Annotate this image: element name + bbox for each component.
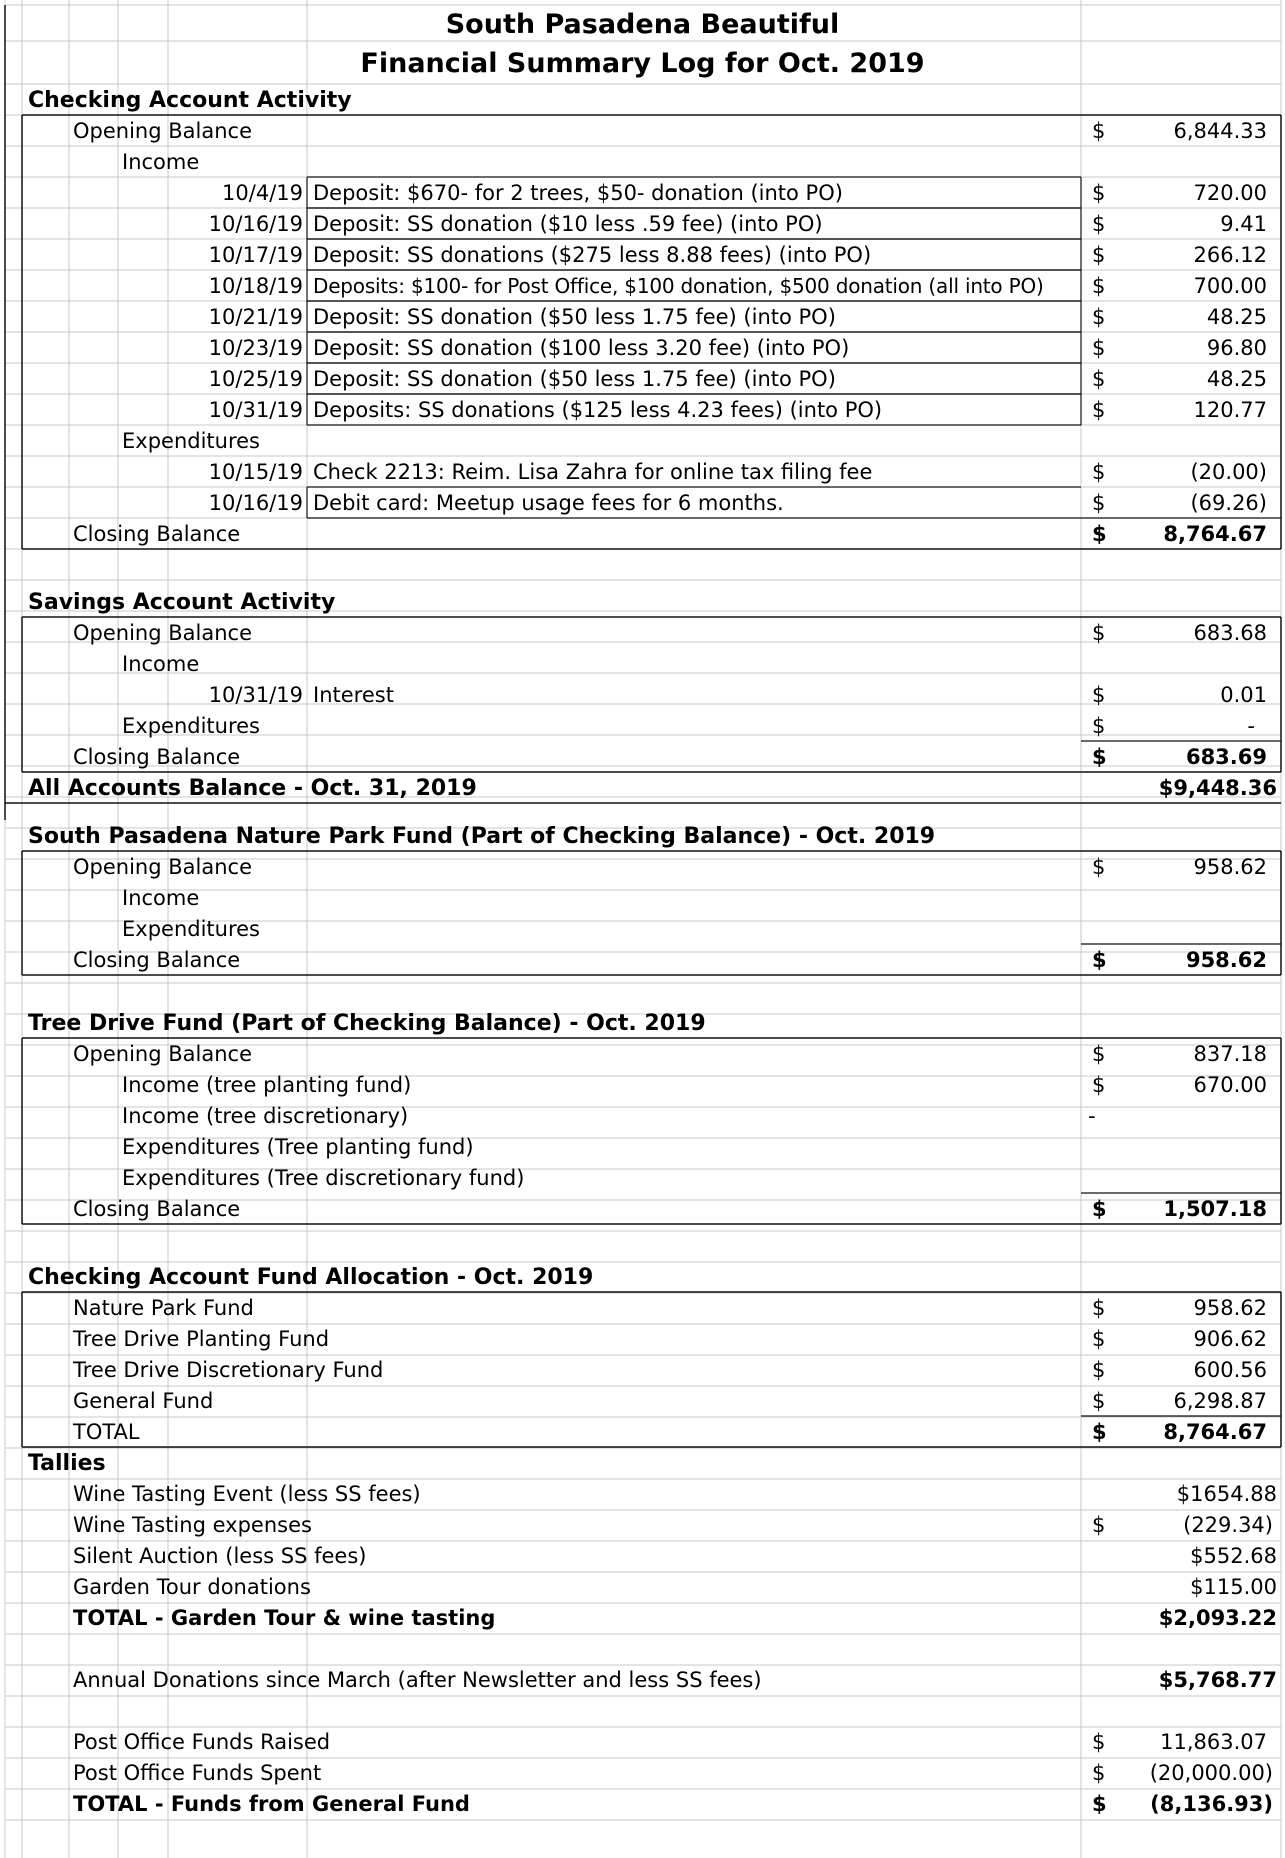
tree-heading-row (0, 1007, 1285, 1038)
checking-income-row (0, 177, 1285, 208)
currency-symbol: $ (1092, 1197, 1107, 1221)
currency-symbol: $ (1092, 621, 1106, 645)
tally-row (0, 1571, 1285, 1602)
currency-symbol: $ (1092, 714, 1106, 738)
date: 10/18/19 (208, 274, 303, 298)
row-label: Nature Park Fund (73, 1296, 254, 1320)
date: 10/21/19 (208, 305, 303, 329)
amount: 8,764.67 (1163, 522, 1267, 546)
row-label: Wine Tasting expenses (73, 1513, 312, 1537)
amount: 96.80 (1206, 336, 1267, 360)
annual-donations-row (0, 1664, 1285, 1695)
currency-symbol: $ (1092, 1073, 1106, 1097)
currency-symbol: $ (1092, 181, 1106, 205)
savings-income-label-row (0, 648, 1285, 679)
description: Check 2213: Reim. Lisa Zahra for online tax filing fee (313, 460, 873, 484)
currency-symbol: $ (1092, 398, 1106, 422)
row-label: Income (tree discretionary) (122, 1104, 409, 1128)
dash-mark: - (1088, 1104, 1096, 1128)
amount: 958.62 (1185, 948, 1267, 972)
tree-income-planting-row (0, 1069, 1285, 1100)
amount: 48.25 (1206, 367, 1267, 391)
savings-expend-row (0, 710, 1285, 741)
date: 10/25/19 (208, 367, 303, 391)
tally-row (0, 1540, 1285, 1571)
row-label: Expenditures (122, 429, 260, 453)
row-label: Expenditures (Tree planting fund) (122, 1135, 474, 1159)
section-heading: South Pasadena Nature Park Fund (Part of Checking Balance) - Oct. 2019 (28, 824, 936, 849)
amount: 600.56 (1193, 1358, 1267, 1382)
currency-symbol: $ (1092, 367, 1106, 391)
amount: 6,298.87 (1173, 1389, 1267, 1413)
amount: 670.00 (1193, 1073, 1267, 1097)
allocation-row (0, 1385, 1285, 1416)
tree-expend-disc-row (0, 1162, 1285, 1193)
tallies-heading-row (0, 1447, 1285, 1478)
date: 10/31/19 (208, 683, 303, 707)
tally-row (0, 1509, 1285, 1540)
currency-symbol: $ (1092, 1042, 1106, 1066)
amount: 11,863.07 (1160, 1730, 1267, 1754)
row-label: Closing Balance (73, 522, 241, 546)
tally-row (0, 1478, 1285, 1509)
checking-income-label-row (0, 146, 1285, 177)
currency-symbol: $ (1092, 1389, 1106, 1413)
row-label: General Fund (73, 1389, 214, 1413)
amount: 0.01 (1220, 683, 1267, 707)
amount: 700.00 (1193, 274, 1267, 298)
savings-opening-row (0, 617, 1285, 648)
currency-symbol: $ (1092, 948, 1107, 972)
general-fund-total-row (0, 1788, 1285, 1819)
currency-symbol: $ (1092, 491, 1106, 515)
amount: 266.12 (1193, 243, 1267, 267)
row-label: Opening Balance (73, 855, 252, 879)
date: 10/16/19 (208, 212, 303, 236)
all-accounts-row (0, 772, 1285, 803)
checking-income-row (0, 332, 1285, 363)
row-label: Opening Balance (73, 1042, 252, 1066)
amount: $2,093.22 (1158, 1606, 1277, 1630)
currency-symbol: $ (1092, 745, 1107, 769)
date: 10/16/19 (208, 491, 303, 515)
row-label: TOTAL - Garden Tour & wine tasting (73, 1606, 496, 1630)
currency-symbol: $ (1092, 1327, 1106, 1351)
amount: $115.00 (1190, 1575, 1277, 1599)
nature-heading-row (0, 820, 1285, 851)
checking-closing-row (0, 518, 1285, 549)
description: Deposit: SS donation ($50 less 1.75 fee) (into PO) (313, 367, 836, 391)
savings-income-row (0, 679, 1285, 710)
description: Deposit: SS donations ($275 less 8.88 fees) (into PO) (313, 243, 872, 267)
row-label: Opening Balance (73, 119, 252, 143)
currency-symbol: $ (1092, 1730, 1106, 1754)
section-heading: Tallies (28, 1451, 106, 1476)
currency-symbol: $ (1092, 119, 1106, 143)
date: 10/31/19 (208, 398, 303, 422)
currency-symbol: $ (1092, 1358, 1106, 1382)
allocation-row (0, 1292, 1285, 1323)
amount: 958.62 (1193, 1296, 1267, 1320)
nature-expend-row (0, 913, 1285, 944)
section-heading: Checking Account Activity (28, 88, 352, 113)
amount: - (1247, 714, 1255, 738)
checking-expend-label-row (0, 425, 1285, 456)
row-label: Tree Drive Planting Fund (73, 1327, 330, 1351)
row-label: Income (122, 150, 200, 174)
po-raised-row (0, 1726, 1285, 1757)
description: Interest (313, 683, 394, 707)
currency-symbol: $ (1092, 1792, 1107, 1816)
currency-symbol: $ (1092, 460, 1106, 484)
checking-income-row (0, 270, 1285, 301)
row-label: Closing Balance (73, 1197, 241, 1221)
checking-income-row (0, 301, 1285, 332)
description: Deposit: SS donation ($10 less .59 fee) (into PO) (313, 212, 823, 236)
checking-expend-row (0, 487, 1285, 518)
po-spent-row (0, 1757, 1285, 1788)
amount: (69.26) (1190, 491, 1267, 515)
checking-income-row (0, 239, 1285, 270)
sheet-subtitle: Financial Summary Log for Oct. 2019 (360, 48, 925, 79)
tally-total-row (0, 1602, 1285, 1633)
amount: $5,768.77 (1158, 1668, 1277, 1692)
description: Deposit: SS donation ($50 less 1.75 fee) (into PO) (313, 305, 836, 329)
amount: 6,844.33 (1173, 119, 1267, 143)
currency-symbol: $ (1092, 274, 1106, 298)
checking-opening-row (0, 115, 1285, 146)
allocation-heading-row (0, 1261, 1285, 1292)
section-heading: Savings Account Activity (28, 590, 336, 615)
nature-opening-row (0, 851, 1285, 882)
currency-symbol: $ (1092, 336, 1106, 360)
row-label: TOTAL (73, 1420, 140, 1444)
tree-closing-row (0, 1193, 1285, 1224)
row-label: Wine Tasting Event (less SS fees) (73, 1482, 421, 1506)
row-label: All Accounts Balance - Oct. 31, 2019 (28, 776, 477, 801)
row-label: Expenditures (122, 714, 260, 738)
date: 10/4/19 (222, 181, 303, 205)
allocation-row (0, 1354, 1285, 1385)
row-label: Expenditures (Tree discretionary fund) (122, 1166, 525, 1190)
amount: 120.77 (1193, 398, 1267, 422)
row-label: Post Office Funds Raised (73, 1730, 331, 1754)
tree-expend-planting-row (0, 1131, 1285, 1162)
currency-symbol: $ (1092, 212, 1106, 236)
currency-symbol: $ (1092, 683, 1106, 707)
row-label: Silent Auction (less SS fees) (73, 1544, 367, 1568)
nature-closing-row (0, 944, 1285, 975)
description: Debit card: Meetup usage fees for 6 months. (313, 491, 784, 515)
amount: 8,764.67 (1163, 1420, 1267, 1444)
tree-opening-row (0, 1038, 1285, 1069)
date: 10/23/19 (208, 336, 303, 360)
currency-symbol: $ (1092, 522, 1107, 546)
currency-symbol: $ (1092, 1420, 1107, 1444)
currency-symbol: $ (1092, 1761, 1106, 1785)
amount: 683.68 (1193, 621, 1267, 645)
amount: (8,136.93) (1150, 1792, 1273, 1816)
currency-symbol: $ (1092, 1513, 1106, 1537)
date: 10/15/19 (208, 460, 303, 484)
savings-closing-row (0, 741, 1285, 772)
row-label: Post Office Funds Spent (73, 1761, 322, 1785)
section-heading: Tree Drive Fund (Part of Checking Balance) - Oct. 2019 (28, 1011, 706, 1036)
amount: (20.00) (1190, 460, 1267, 484)
amount: 1,507.18 (1163, 1197, 1267, 1221)
row-label: Income (122, 652, 200, 676)
checking-income-row (0, 394, 1285, 425)
row-label: Expenditures (122, 917, 260, 941)
checking-income-row (0, 208, 1285, 239)
amount: 837.18 (1193, 1042, 1267, 1066)
description: Deposits: SS donations ($125 less 4.23 fees) (into PO) (313, 398, 883, 422)
row-label: Income (tree planting fund) (122, 1073, 412, 1097)
amount: 9.41 (1220, 212, 1267, 236)
allocation-total-row (0, 1416, 1285, 1447)
amount: (20,000.00) (1149, 1761, 1273, 1785)
amount: 958.62 (1193, 855, 1267, 879)
amount: (229.34) (1183, 1513, 1273, 1537)
row-label: TOTAL - Funds from General Fund (73, 1792, 470, 1816)
row-label: Annual Donations since March (after Newsletter and less SS fees) (73, 1668, 762, 1692)
row-label: Closing Balance (73, 948, 241, 972)
row-label: Opening Balance (73, 621, 252, 645)
description: Deposit: SS donation ($100 less 3.20 fee) (into PO) (313, 336, 850, 360)
amount: 683.69 (1185, 745, 1267, 769)
allocation-row (0, 1323, 1285, 1354)
amount: $9,448.36 (1158, 776, 1277, 800)
currency-symbol: $ (1092, 243, 1106, 267)
date: 10/17/19 (208, 243, 303, 267)
currency-symbol: $ (1092, 305, 1106, 329)
row-label: Closing Balance (73, 745, 241, 769)
amount: 48.25 (1206, 305, 1267, 329)
row-label: Tree Drive Discretionary Fund (73, 1358, 384, 1382)
sheet-title: South Pasadena Beautiful (445, 9, 840, 40)
checking-income-row (0, 363, 1285, 394)
checking-expend-row (0, 456, 1285, 487)
checking-heading-row (0, 84, 1285, 115)
amount: $552.68 (1190, 1544, 1277, 1568)
savings-heading-row (0, 586, 1285, 617)
tree-income-disc-row (0, 1100, 1285, 1131)
section-heading: Checking Account Fund Allocation - Oct. 2019 (28, 1265, 594, 1290)
currency-symbol: $ (1092, 1296, 1106, 1320)
row-label: Garden Tour donations (73, 1575, 311, 1599)
currency-symbol: $ (1092, 855, 1106, 879)
nature-income-row (0, 882, 1285, 913)
amount: 720.00 (1193, 181, 1267, 205)
amount: $1654.88 (1176, 1482, 1277, 1506)
amount: 906.62 (1193, 1327, 1267, 1351)
description: Deposits: $100- for Post Office, $100 donation, $500 donation (all into PO) (313, 274, 1044, 298)
row-label: Income (122, 886, 200, 910)
description: Deposit: $670- for 2 trees, $50- donation (into PO) (313, 181, 843, 205)
